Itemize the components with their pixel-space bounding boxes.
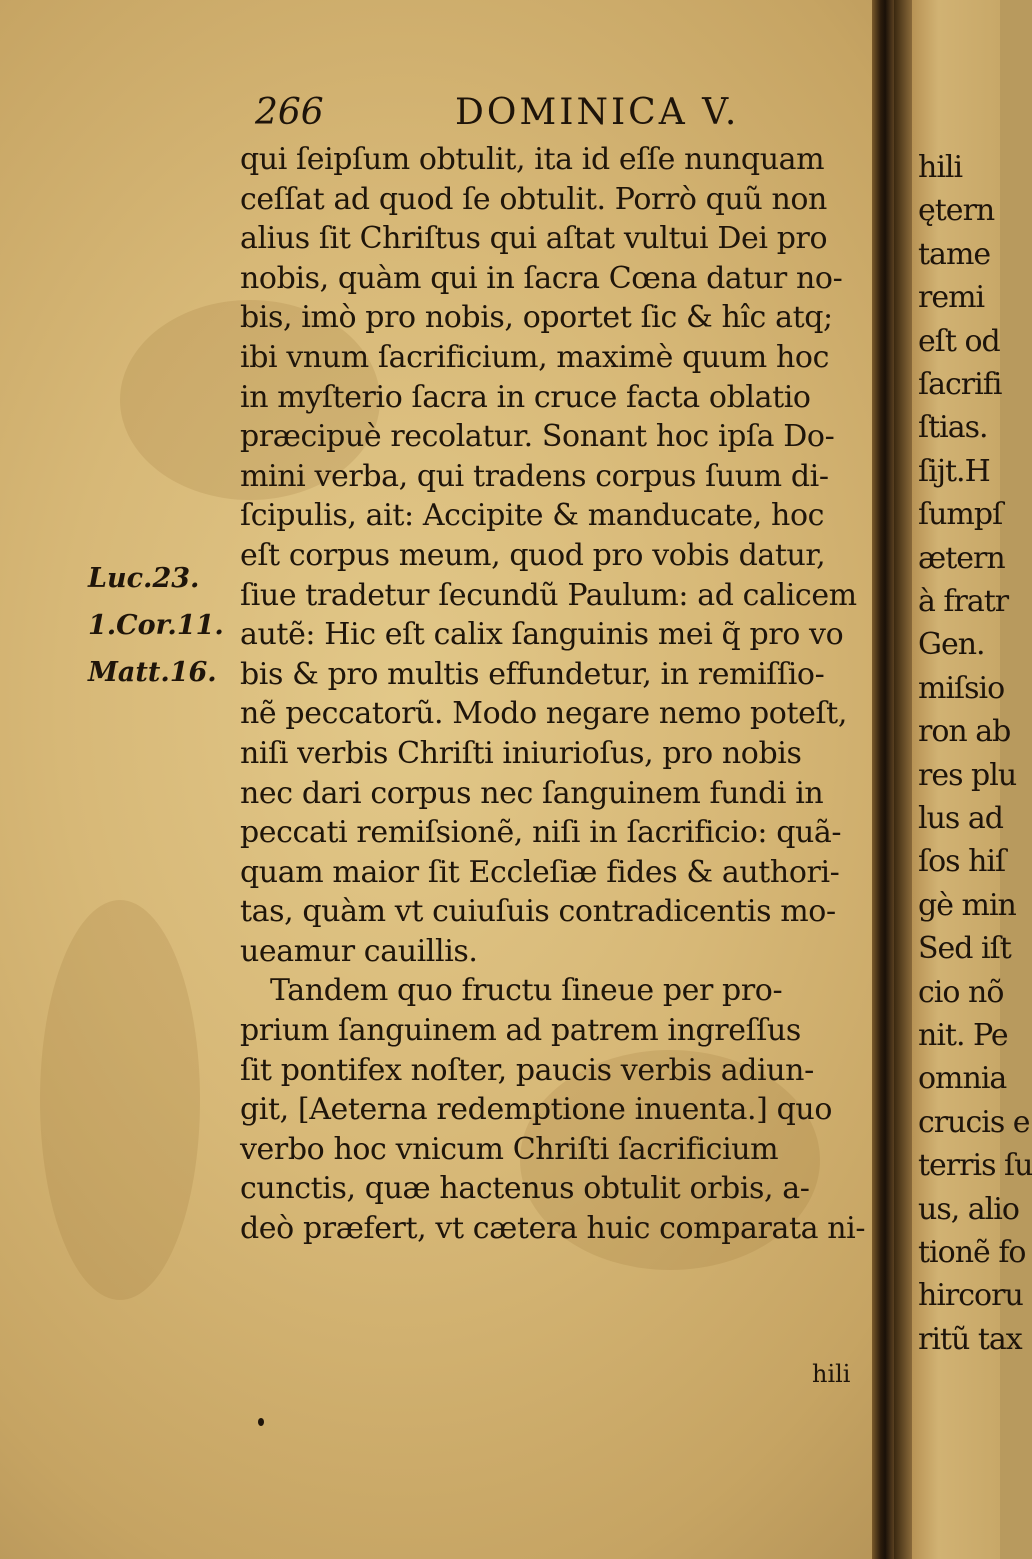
facing-page-line: tionẽ fo (918, 1235, 1026, 1270)
text-line: ſiue tradetur ſecundũ Paulum: ad calicem (240, 577, 857, 613)
facing-page-line: remi (918, 280, 985, 316)
text-line: tas, quàm vt cuiuſuis contradicentis mo- (240, 894, 836, 930)
facing-page-line: ſtias. (918, 410, 988, 446)
facing-page-line: à fratr (918, 584, 1009, 619)
facing-page-line: ron ab (918, 714, 1011, 750)
facing-page-edge (912, 0, 1032, 1559)
facing-page-line: eſt od (918, 323, 1000, 359)
facing-page-line: cio nõ (918, 974, 1004, 1010)
text-line: ueamur cauillis. (240, 933, 478, 969)
margin-note: Matt.16. (88, 657, 217, 688)
margin-note: 1.Cor.11. (88, 610, 224, 641)
facing-page-line: tame (918, 236, 991, 272)
text-line: nec dari corpus nec ſanguinem fundi in (240, 775, 824, 811)
text-line: præcipuè recolatur. Sonant hoc ipſa Do- (240, 419, 835, 455)
facing-page-line: ſos hiſ (918, 844, 1006, 880)
text-line: qui ſeipſum obtulit, ita id eſſe nunquam (240, 142, 825, 177)
facing-page-line: hircoru (918, 1278, 1023, 1314)
margin-note: Luc.23. (88, 563, 200, 594)
text-line: eſt corpus meum, quod pro vobis datur, (240, 537, 826, 573)
text-line: cunctis, quæ hactenus obtulit orbis, a- (240, 1171, 810, 1207)
page-header (255, 92, 815, 140)
facing-page-line: ętern (918, 193, 995, 229)
text-line: niſi verbis Chriſti iniurioſus, pro nobis (240, 735, 802, 771)
facing-page-line: lus ad (918, 801, 1003, 836)
facing-page-line: miſsio (918, 670, 1005, 706)
text-line: nẽ peccatorũ. Modo negare nemo poteſt, (240, 696, 847, 732)
body-text (240, 140, 870, 1249)
text-line: git, [Aeterna redemptione inuenta.] quo (240, 1092, 832, 1128)
facing-page-line: ſacrifi (918, 367, 1002, 402)
text-line: ceſſat ad quod ſe obtulit. Porrò quũ non (240, 181, 827, 217)
facing-page-line: ritũ tax (918, 1321, 1022, 1357)
catchword: hili (812, 1360, 851, 1388)
facing-page-line: terris ſu (918, 1148, 1032, 1184)
text-line: bis & pro multis effundetur, in remiſſio- (240, 656, 825, 692)
facing-page-line: ſumpſ (918, 497, 1003, 533)
book-gutter (872, 0, 894, 1559)
text-line: alius ſit Chriſtus qui aſtat vultui Dei pro (240, 221, 828, 257)
paper-stain (40, 900, 200, 1300)
text-line: quam maior ſit Eccleſiæ fides & authori- (240, 854, 840, 890)
facing-page-line: ſijt.H (918, 453, 990, 489)
book-gutter-shadow (894, 0, 912, 1559)
facing-page-line: nit. Pe (918, 1018, 1008, 1053)
text-line: mini verba, qui tradens corpus ſuum di- (240, 458, 829, 494)
text-line: ſit pontifex noſter, paucis verbis adiun- (240, 1052, 814, 1088)
ink-speck (258, 1418, 264, 1426)
text-line: prium ſanguinem ad patrem ingreſſus (240, 1013, 801, 1049)
facing-page-line: omnia (918, 1061, 1007, 1097)
text-line: Tandem quo fructu ſineue per pro- (270, 973, 783, 1009)
text-line: in myſterio ſacra in cruce facta oblatio (240, 379, 811, 415)
facing-page-line: hili (918, 150, 963, 185)
text-line: peccati remiſsionẽ, niſi in ſacrificio: quã- (240, 815, 842, 851)
running-title: DOMINICA V. (455, 92, 740, 133)
facing-page-line: gè min (918, 887, 1016, 923)
text-line: ſcipulis, ait: Accipite & manducate, hoc (240, 498, 825, 534)
facing-page-line: res plu (918, 757, 1017, 793)
facing-page-line: us, alio (918, 1191, 1019, 1227)
text-line: nobis, quàm qui in ſacra Cœna datur no- (240, 260, 843, 296)
facing-page-line: Gen. (918, 627, 985, 663)
text-line: ibi vnum ſacrificium, maximè quum hoc (240, 339, 829, 375)
facing-page-line: ætern (918, 540, 1005, 576)
text-line: deò præfert, vt cætera huic comparata ni- (240, 1211, 866, 1247)
facing-page-line: Sed iſt (918, 931, 1011, 967)
text-line: verbo hoc vnicum Chriſti ſacrificium (240, 1131, 779, 1167)
text-line: bis, imò pro nobis, oportet ſic & hîc atq; (240, 300, 833, 336)
facing-page-line: crucis e (918, 1104, 1030, 1140)
page-number: 266 (255, 92, 324, 133)
text-line: autẽ: Hic eſt calix ſanguinis mei q̃ pro vo (240, 617, 844, 653)
